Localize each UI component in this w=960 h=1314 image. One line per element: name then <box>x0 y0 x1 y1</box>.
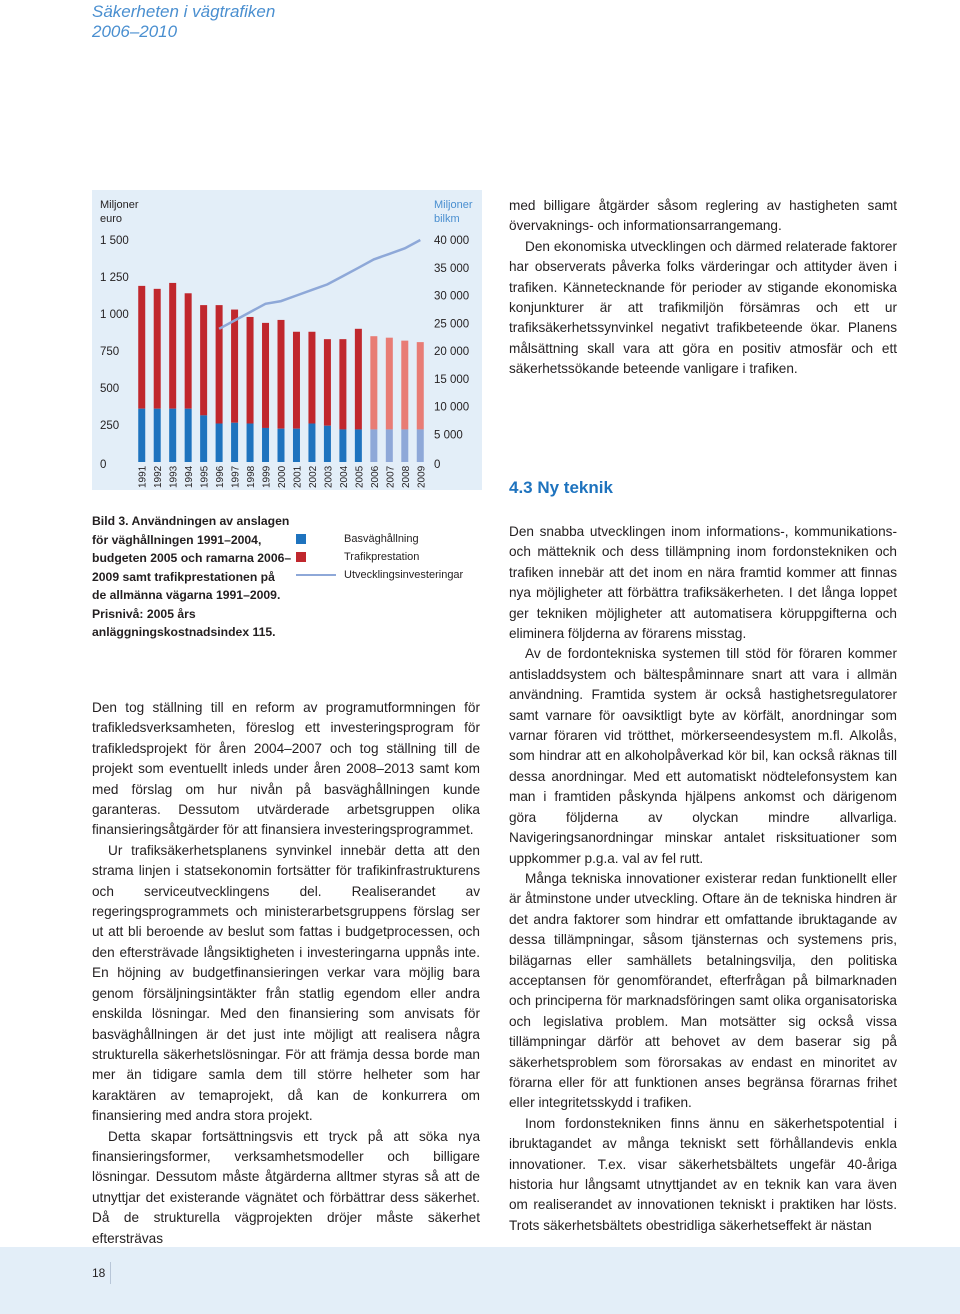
running-header <box>92 2 275 42</box>
line-series-utvecklingsinvesteringar <box>219 240 420 329</box>
y-right-tick: 15 000 <box>434 373 470 386</box>
paragraph: med billigare åtgärder såsom reglering av hastigheten samt övervaknings- och informationsarrangemang. <box>509 198 897 234</box>
header-years: 2006–2010 <box>92 22 178 41</box>
x-tick-label: 1999 <box>261 465 273 488</box>
bar-segment-bottom <box>138 409 145 462</box>
x-tick-label: 1997 <box>230 465 242 488</box>
y-left-unit: Miljoner <box>100 199 139 211</box>
bar-segment-top <box>355 329 362 430</box>
bar-segment-top <box>324 339 331 426</box>
y-left-tick: 750 <box>100 346 120 358</box>
bar-segment-bottom <box>216 424 223 462</box>
y-right-unit: Miljoner <box>434 199 473 211</box>
bar-segment-bottom <box>262 428 269 462</box>
x-tick-label: 2003 <box>323 465 335 488</box>
x-tick-label: 1995 <box>199 465 211 488</box>
legend-item-trafikprestation <box>296 548 463 566</box>
bar-segment-bottom <box>154 409 161 462</box>
x-tick-label: 1996 <box>215 465 227 488</box>
x-tick-label: 2001 <box>292 465 304 488</box>
x-tick-label: 2006 <box>369 465 381 488</box>
bar-segment-top <box>386 338 393 430</box>
bar-segment-top <box>247 317 254 424</box>
legend-swatch-blue <box>296 534 306 544</box>
bar-segment-top <box>216 305 223 423</box>
bar-segment-top <box>293 332 300 429</box>
y-right-tick: 30 000 <box>434 290 470 303</box>
bar-segment-bottom <box>417 429 424 462</box>
y-left-tick: 250 <box>100 420 120 432</box>
paragraph: Inom fordonstekniken finns ännu en säkerhetspotential i ibruktagandet av många tekniskt sett förhållandevis enkla innovationer. T.ex. visar säkerhetsbältets ungefär 40-åriga historia hur långsamt utnyttjandet av en teknik kan vara även om realiserandet av innovationen tekniskt i praktiken har lösts. Trots säkerhetsbältets obestridliga säkerhetseffekt är nästan <box>509 1115 897 1233</box>
paragraph: Detta skapar fortsättningsvis ett tryck på att söka nya finansieringsformer, verksamhetsmodeller och billigare lösningar. Dessutom måste åtgärderna alltmer styras så att de utnyttjar det existerande vägnätet och förbättrar dess säkerhet. Då de strukturella vägprojekten dröjer måste säkerhet eftersträvas <box>92 1128 480 1246</box>
x-tick-label: 1993 <box>168 465 180 488</box>
y-right-tick: 35 000 <box>434 262 470 275</box>
page-number-divider <box>110 1262 111 1284</box>
y-right-tick: 40 000 <box>434 235 470 247</box>
x-tick-label: 2002 <box>307 465 319 488</box>
y-right-unit: bilkm <box>434 213 460 225</box>
bar-segment-bottom <box>339 429 346 462</box>
paragraph: Den tog ställning till en reform av programutformningen för trafikledsverksamheten, föreslog ett investeringsprogram för trafikledsprojekt för åren 2004–2007 och tog ställning till de projekt som eventuellt inleds under åren 2008–2013 samt kom med förslag om hur nivån på basväghållningen kunde garanteras. Dessutom utvärderade arbetsgruppen olika finansieringsåtgärder för att finansiera investeringsprogrammet. <box>92 700 480 838</box>
y-right-tick: 20 000 <box>434 346 470 358</box>
bar-segment-top <box>278 320 285 429</box>
right-column-top <box>509 196 897 380</box>
bar-segment-bottom <box>386 429 393 462</box>
bar-segment-top <box>308 332 315 424</box>
bar-segment-bottom <box>278 429 285 462</box>
bar-segment-top <box>138 286 145 409</box>
bar-segment-top <box>200 305 207 415</box>
y-right-tick: 25 000 <box>434 318 470 331</box>
legend-label: Utvecklingsinvesteringar <box>344 569 464 581</box>
x-tick-label: 1991 <box>137 465 149 488</box>
paragraph: Den ekonomiska utvecklingen och därmed relaterade faktorer har observerats påverka folks värderingar och attityder även i trafiken. Kännetecknande för perioder av stigande ekonomiska konjunkturer är att trafikmiljön försämras och ett ur trafiksäkerhetssynvinkel negativt trafikbeteende ökar. Planens målsättning skall vara att göra en positiv atmosfär och ett säkerhetssökande beteende vanligare i trafiken. <box>509 238 897 377</box>
paragraph: Ur trafiksäkerhetsplanens synvinkel innebär detta att den strama linjen i statsekonomin fortsätter för trafikinfrastrukturens och serviceutvecklingens del. Realiserandet av regeringsprogrammets och ministerarbetsgruppens förslag ser ut att bli beroende av beslut som fattas i budgetprocessen, och den eftersträvade långsiktigheten i investeringarna uppnås inte. En höjning av budgetfinansieringen verkar vara möjlig bara genom försäljningsintäkter från statlig egendom eller andra enskilda lösningar. Med den finansiering som anvisats för basväghållningen är det just inte möjligt att realisera några strukturella säkerhetslösningar. För att främja dessa borde man mer än tidigare samla dem till större helheter som har karaktären av temaprojekt, då kan de konkurrera om finansiering med andra stora projekt. <box>92 842 480 1124</box>
bar-segment-bottom <box>324 426 331 462</box>
bar-segment-top <box>169 283 176 409</box>
legend-swatch-line <box>296 574 336 576</box>
section-heading: 4.3 Ny teknik <box>509 478 613 497</box>
header-title: Säkerheten i vägtrafiken <box>92 2 276 21</box>
right-column-body <box>509 522 897 1236</box>
caption-label: Bild 3. <box>92 514 129 528</box>
x-tick-label: 1994 <box>184 465 196 488</box>
legend-item-utvecklingsinvesteringar <box>296 566 463 584</box>
bar-segment-bottom <box>370 429 377 462</box>
paragraph: Många tekniska innovationer existerar redan funktionellt eller är åtminstone under utveckling. Oftare än de tekniska hindren är det andra faktorer som hindrar ett omfattande ibruktagande av dessa tillämpningar, såsom tjänsternas och systemens pris, bilägarnas eller samhällets betalningsvilja, den politiska acceptansen för genomförandet, efterfrågan på bilmarknaden och principerna för marknadsföringen samt olika organisatoriska och legislativa problem. Man motsätter sig också vissa tillämpningar därför att behovet av dem baserar sig på säkerhetsproblem som förorsakas av endast en minoritet av förarna eller för att funktionen anses begränsa förarnas frihet eller integritetsskydd i trafiken. <box>509 870 897 1111</box>
bar-segment-top <box>154 289 161 409</box>
y-left-tick: 0 <box>100 459 107 471</box>
x-tick-label: 2000 <box>277 465 288 488</box>
y-left-unit: euro <box>100 213 123 225</box>
x-tick-label: 2008 <box>400 465 412 488</box>
bar-segment-bottom <box>355 429 362 462</box>
y-left-tick: 500 <box>100 383 120 395</box>
x-tick-label: 2004 <box>338 465 350 488</box>
bar-segment-bottom <box>231 423 238 462</box>
x-tick-label: 2007 <box>385 465 397 488</box>
x-tick-label: 1992 <box>153 465 165 488</box>
y-left-tick: 1 000 <box>100 309 129 321</box>
legend-label: Trafikprestation <box>344 551 420 563</box>
figure-caption <box>92 512 292 642</box>
paragraph: Den snabba utvecklingen inom informations-, kommunikations- och mätteknik och dess tillämpning inom fordonstekniken och trafiken innebär att det inom en nära framtid kommer att finnas nya möjligheter att förbättra trafiksäkerheten. I det långa loppet ger tekniken möjligheter att automatisera köruppgifterna och eliminera följderna av förarens misstag. <box>509 524 897 642</box>
y-right-tick: 10 000 <box>434 401 470 414</box>
bar-segment-top <box>231 310 238 423</box>
y-right-tick: 5 000 <box>434 429 463 442</box>
x-tick-label: 2009 <box>416 465 428 488</box>
bar-segment-top <box>262 323 269 428</box>
page-number: 18 <box>92 1266 106 1280</box>
chart-legend <box>296 530 463 584</box>
bar-segment-bottom <box>169 409 176 462</box>
paragraph: Av de fordontekniska systemen till stöd för föraren kommer antisladdsystem och bältespåminnare snart att vara i allmän användning. Framtida system är också hastighetsregulatorer samt varnare för oavsiktligt byte av körfält, anordningar som varnar föraren vid trötthet, mörkerseendesystem m.fl. Alkolås, som hindrar att en alkoholpåverkad kör bil, kan också räknas till dessa anordningar. Med ett automatiskt nödtelefonsystem kan man i framtiden påskynda hjälpens ankomst och därigenom göra följderna av olyckan mindre allvarliga. Navigeringsanordningar minskar antalet risksituationer som uppkommer p.g.a. val av fel rutt. <box>509 646 897 866</box>
bar-segment-top <box>370 336 377 429</box>
bar-segment-top <box>401 341 408 430</box>
bar-segment-bottom <box>200 415 207 462</box>
bar-segment-bottom <box>401 429 408 462</box>
bar-segment-bottom <box>308 424 315 462</box>
bar-segment-top <box>339 339 346 429</box>
caption-text: Användningen av anslagen för väghållningen 1991–2004, budgeten 2005 och ramarna 2006–2009 samt trafikprestationen på de allmänna vägarna 1991–2009. Prisnivå: 2005 års anläggningskostnadsindex 115. <box>92 514 292 639</box>
x-tick-label: 1998 <box>246 465 258 488</box>
footer-band <box>0 1247 960 1314</box>
bar-segment-bottom <box>247 424 254 462</box>
chart-panel <box>92 190 482 490</box>
y-left-tick: 1 500 <box>100 235 129 247</box>
y-left-tick: 1 250 <box>100 272 129 284</box>
x-tick-label: 2005 <box>354 465 366 488</box>
bar-segment-bottom <box>293 429 300 462</box>
bar-segment-top <box>417 342 424 429</box>
bar-segment-bottom <box>185 409 192 462</box>
bar-segment-top <box>185 293 192 408</box>
legend-swatch-red <box>296 552 306 562</box>
legend-item-basvaghallning <box>296 530 463 548</box>
y-right-tick: 0 <box>434 459 441 471</box>
bar-chart <box>92 190 482 490</box>
left-column-body <box>92 698 480 1249</box>
legend-label: Basväghållning <box>344 533 419 545</box>
